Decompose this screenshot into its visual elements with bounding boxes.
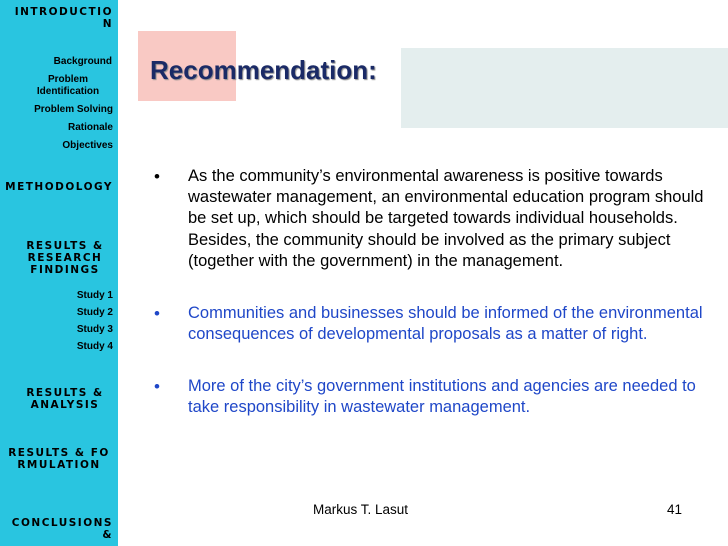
nav-background[interactable]: Background	[53, 56, 112, 67]
bullet-icon: •	[154, 377, 160, 396]
nav-study-1[interactable]: Study 1	[76, 290, 113, 301]
nav-results-analysis[interactable]: RESULTS & ANALYSIS	[26, 387, 104, 411]
nav-objectives[interactable]: Objectives	[62, 140, 113, 151]
nav-introduction[interactable]: INTRODUCTION	[14, 6, 113, 30]
bullet-text-3: More of the city’s government institutions and agencies are needed to take responsibility in wastewater management.	[188, 377, 696, 417]
nav-rationale[interactable]: Rationale	[67, 122, 113, 133]
nav-conclusions[interactable]: CONCLUSIONS &	[11, 517, 113, 541]
nav-problem-identification[interactable]: Problem Identification	[36, 74, 100, 97]
footer-author: Markus T. Lasut	[313, 502, 409, 517]
nav-results-formulation[interactable]: RESULTS & FORMULATION	[8, 447, 110, 471]
nav-results-research-findings[interactable]: RESULTS & RESEARCH FINDINGS	[26, 240, 104, 276]
nav-methodology[interactable]: METHODOLOGY	[5, 181, 113, 193]
bullet-icon: •	[154, 167, 160, 186]
slide-title: Recommendation:	[150, 55, 377, 85]
bullet-text-1: As the community’s environmental awareness is positive towards wastewater management, an environmental education program should be set up, which should be targeted towards individual households. Besides, the community should be involved as the primary subject (together with the government) in the management.	[188, 167, 704, 270]
nav-study-2[interactable]: Study 2	[76, 307, 113, 318]
nav-study-3[interactable]: Study 3	[76, 324, 113, 335]
page-number: 41	[667, 502, 683, 517]
nav-study-4[interactable]: Study 4	[76, 341, 113, 352]
sidebar-nav	[0, 0, 118, 546]
bullet-icon: •	[154, 304, 160, 323]
nav-problem-solving[interactable]: Problem Solving	[34, 104, 113, 115]
bullet-text-2: Communities and businesses should be informed of the environmental consequences of developmental proposals as a matter of right.	[188, 304, 703, 344]
title-band	[401, 48, 728, 128]
